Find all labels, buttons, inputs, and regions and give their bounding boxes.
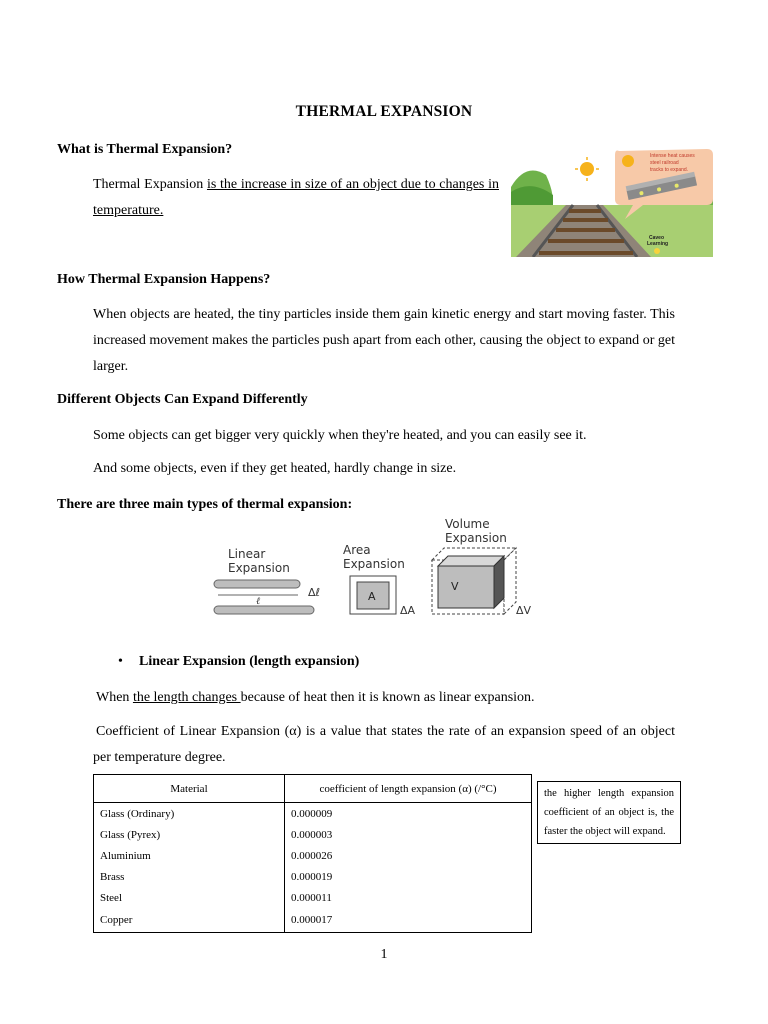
different-line-1: Some objects can get bigger very quickly when they're heated, and you can easily see it.	[93, 428, 587, 443]
table-cell-value: 0.000009	[285, 803, 532, 825]
v-label: V	[451, 580, 459, 593]
table-row	[94, 908, 532, 933]
table-cell-value: 0.000017	[285, 908, 532, 933]
bubble-line-2: steel railroad	[650, 160, 679, 166]
definition-lead: Thermal Expansion	[93, 177, 207, 192]
heading-types: There are three main types of thermal expansion:	[57, 497, 353, 512]
logo-line-1: Caveo	[649, 235, 665, 241]
table-cell-value: 0.000019	[285, 866, 532, 887]
table-cell-value: 0.000003	[285, 824, 532, 845]
heading-different: Different Objects Can Expand Differently	[57, 392, 308, 407]
table-cell-material: Steel	[94, 887, 285, 908]
definition-underlined: is the increase in size of an object due to changes in temperature.	[93, 177, 499, 218]
expansion-types-diagram	[210, 516, 540, 626]
linear-label-2: Expansion	[228, 561, 290, 575]
table-header-coefficient: coefficient of length expansion (α) (/°C)	[285, 775, 532, 803]
linear-p1-post: because of heat then it is known as linear expansion.	[240, 690, 535, 705]
delta-v-label: ΔV	[516, 604, 532, 617]
linear-p1-pre: When	[96, 690, 133, 705]
area-label-1: Area	[343, 543, 371, 557]
table-cell-material: Glass (Ordinary)	[94, 803, 285, 825]
bubble-line-1: Intense heat causes	[650, 153, 695, 159]
logo-line-2: Learning	[647, 241, 669, 247]
page-number: 1	[380, 947, 388, 962]
volume-label-1: Volume	[445, 517, 490, 531]
table-cell-material: Brass	[94, 866, 285, 887]
table-cell-value: 0.000026	[285, 845, 532, 866]
bubble-line-3: tracks to expand.	[650, 167, 689, 173]
definition-paragraph	[93, 172, 499, 224]
coefficient-table	[93, 774, 532, 933]
ell-label: ℓ	[256, 596, 261, 607]
linear-paragraph-1	[96, 685, 678, 711]
heading-linear: Linear Expansion (length expansion)	[139, 654, 360, 669]
a-label: A	[368, 590, 376, 603]
coefficient-note: the higher length expansion coefficient of an object is, the faster the object will expand.	[537, 781, 681, 844]
table-cell-material: Copper	[94, 908, 285, 933]
area-label-2: Expansion	[343, 557, 405, 571]
delta-a-label: ΔA	[400, 604, 416, 617]
volume-label-2: Expansion	[445, 531, 507, 545]
bullet-marker: •	[118, 654, 123, 669]
table-row	[94, 866, 532, 887]
table-row	[94, 803, 532, 825]
table-row	[94, 845, 532, 866]
delta-l-label: Δℓ	[308, 586, 321, 599]
table-cell-material: Glass (Pyrex)	[94, 824, 285, 845]
heading-how: How Thermal Expansion Happens?	[57, 272, 271, 287]
linear-p1-underlined: the length changes	[132, 690, 241, 705]
railway-illustration	[511, 147, 713, 257]
different-line-2: And some objects, even if they get heated, hardly change in size.	[93, 461, 457, 476]
table-row	[94, 887, 532, 908]
page-title: THERMAL EXPANSION	[295, 103, 473, 120]
table-row	[94, 824, 532, 845]
table-cell-value: 0.000011	[285, 887, 532, 908]
table-cell-material: Aluminium	[94, 845, 285, 866]
table-header-material: Material	[94, 775, 285, 803]
linear-paragraph-2: Coefficient of Linear Expansion (α) is a value that states the rate of an expansion speed of an object per temperature degree.	[93, 724, 675, 765]
heading-what-is: What is Thermal Expansion?	[57, 142, 233, 157]
how-paragraph: When objects are heated, the tiny particles inside them gain kinetic energy and start moving faster. This increased movement makes the particles push apart from each other, causing the object to expand or get larger.	[93, 307, 675, 374]
linear-label-1: Linear	[228, 547, 266, 561]
